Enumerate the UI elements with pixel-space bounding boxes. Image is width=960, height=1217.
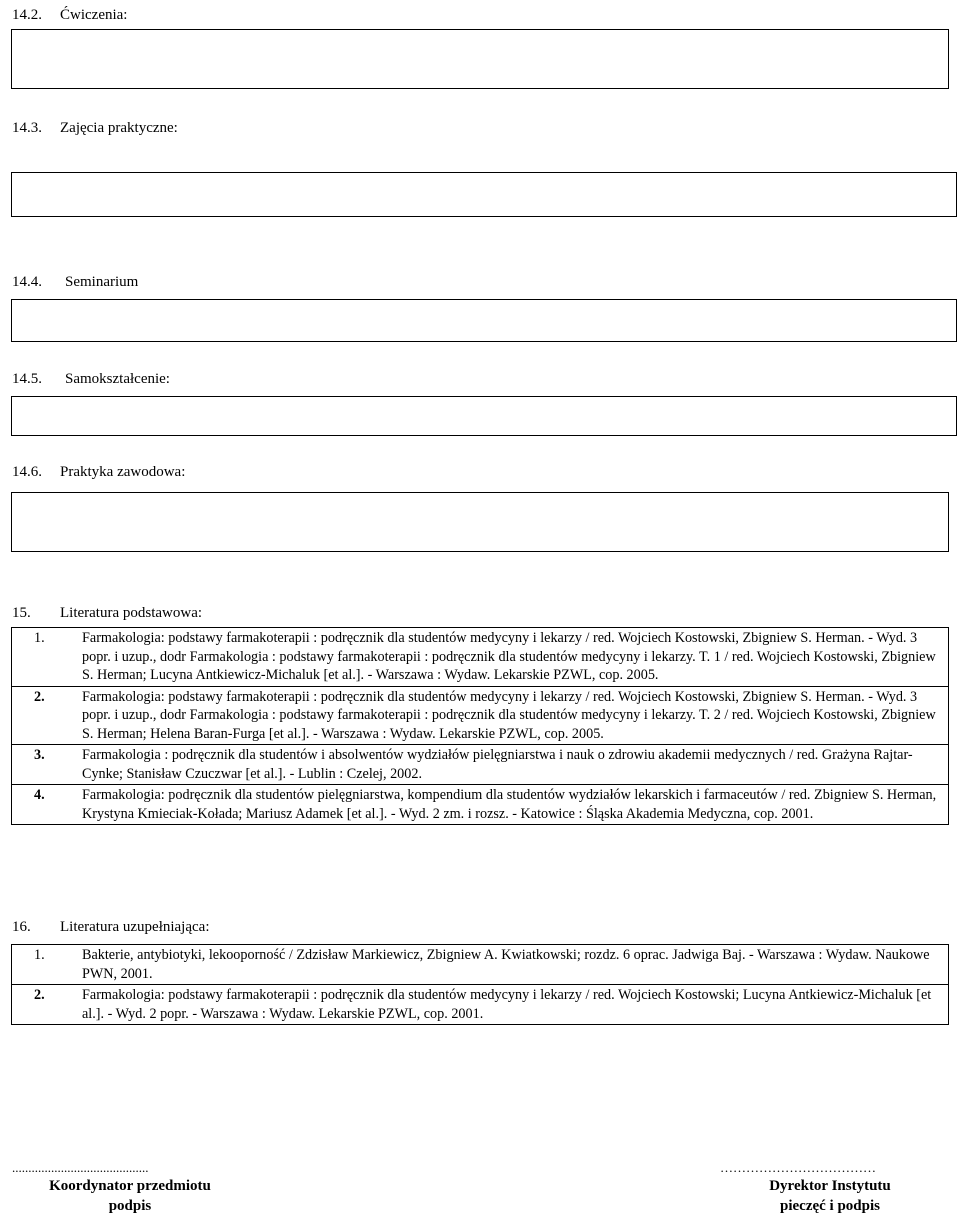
section-title: Literatura uzupełniająca: <box>60 919 210 935</box>
section-number: 14.5. <box>12 371 42 387</box>
director-signature-label <box>730 1176 930 1216</box>
section-number: 16. <box>12 919 31 935</box>
item-number: 1. <box>12 628 79 687</box>
literature-row <box>12 628 949 687</box>
item-number: 3. <box>12 745 79 785</box>
item-number: 4. <box>12 785 79 825</box>
literatura-uzupelniajaca-table <box>11 944 949 1025</box>
cwiczenia-field[interactable] <box>11 29 949 89</box>
heading-zajecia-praktyczne <box>12 119 178 137</box>
section-title: Seminarium <box>65 274 139 290</box>
heading-samoksztalcenie <box>12 370 170 388</box>
section-title: Praktyka zawodowa: <box>60 464 186 480</box>
item-text: Farmakologia: podstawy farmakoterapii : podręcznik dla studentów medycyny i lekarzy / red. Wojciech Kostowski, Zbigniew S. Herman. - Wyd. 3 popr. i uzup., dodr Farmakologia : podstawy farmakoterapii : podręcznik dla studentów medycyny i lekarzy. T. 2 / red. Wojciech Kostowski, Zbigniew S. Herman; Helena Baran-Furga [et al.]. - Warszawa : Wydaw. Lekarskie PZWL, cop. 2005. <box>78 686 949 745</box>
item-number: 2. <box>12 686 79 745</box>
director-sign-note: pieczęć i podpis <box>780 1198 880 1214</box>
director-signature-line: ……………………………… <box>720 1160 876 1175</box>
heading-literatura-podstawowa <box>12 604 202 622</box>
heading-cwiczenia <box>12 6 127 24</box>
section-number: 15. <box>12 605 31 621</box>
coordinator-signature-label <box>30 1176 230 1216</box>
item-number: 1. <box>12 945 79 985</box>
item-text: Farmakologia: podręcznik dla studentów pielęgniarstwa, kompendium dla studentów wydziałów lekarskich i farmaceutów / red. Zbigniew S. Herman, Krystyna Kmieciak-Kołada; Mariusz Adamek [et al.]. - Wyd. 2 zm. i rozsz. - Katowice : Śląska Akademia Medyczna, cop. 2001. <box>78 785 949 825</box>
coordinator-signature-line: .......................................... <box>12 1160 149 1175</box>
seminarium-field[interactable] <box>11 299 957 342</box>
heading-praktyka-zawodowa <box>12 463 185 481</box>
item-text: Farmakologia : podręcznik dla studentów i absolwentów wydziałów pielęgniarstwa i nauk o zdrowiu akademii medycznych / red. Grażyna Rajtar-Cynke; Stanisław Czuczwar [et al.]. - Lublin : Czelej, 2002. <box>78 745 949 785</box>
section-number: 14.3. <box>12 120 42 136</box>
heading-seminarium <box>12 273 138 291</box>
section-title: Samokształcenie: <box>65 371 170 387</box>
literature-row <box>12 745 949 785</box>
item-text: Farmakologia: podstawy farmakoterapii : podręcznik dla studentów medycyny i lekarzy / red. Wojciech Kostowski, Zbigniew S. Herman. - Wyd. 3 popr. i uzup., dodr Farmakologia : podstawy farmakoterapii : podręcznik dla studentów medycyny i lekarzy. T. 1 / red. Wojciech Kostowski, Zbigniew S. Herman; Lucyna Antkiewicz-Michaluk [et al.]. - Warszawa : Wydaw. Lekarskie PZWL, cop. 2005. <box>78 628 949 687</box>
item-text: Farmakologia: podstawy farmakoterapii : podręcznik dla studentów medycyny i lekarzy / red. Wojciech Kostowski; Lucyna Antkiewicz-Michaluk [et al.]. - Wyd. 2 popr. - Warszawa : Wydaw. Lekarskie PZWL, cop. 2001. <box>78 985 949 1025</box>
section-title: Ćwiczenia: <box>60 7 128 23</box>
item-text: Bakterie, antybiotyki, lekooporność / Zdzisław Markiewicz, Zbigniew A. Kwiatkowski; rozdz. 6 oprac. Jadwiga Baj. - Warszawa : Wydaw. Naukowe PWN, 2001. <box>78 945 949 985</box>
section-number: 14.6. <box>12 464 42 480</box>
coordinator-sign-note: podpis <box>108 1198 152 1214</box>
item-number: 2. <box>12 985 79 1025</box>
praktyka-zawodowa-field[interactable] <box>11 492 949 552</box>
samoksztalcenie-field[interactable] <box>11 396 957 436</box>
section-title: Zajęcia praktyczne: <box>60 120 178 136</box>
literature-row <box>12 985 949 1025</box>
heading-literatura-uzupelniajaca <box>12 918 210 936</box>
section-number: 14.4. <box>12 274 42 290</box>
section-title: Literatura podstawowa: <box>60 605 203 621</box>
literature-row <box>12 945 949 985</box>
coordinator-title: Koordynator przedmiotu <box>49 1178 211 1194</box>
literature-row <box>12 785 949 825</box>
director-title: Dyrektor Instytutu <box>769 1178 891 1194</box>
literatura-podstawowa-table <box>11 627 949 825</box>
zajecia-praktyczne-field[interactable] <box>11 172 957 217</box>
literature-row <box>12 686 949 745</box>
section-number: 14.2. <box>12 7 42 23</box>
